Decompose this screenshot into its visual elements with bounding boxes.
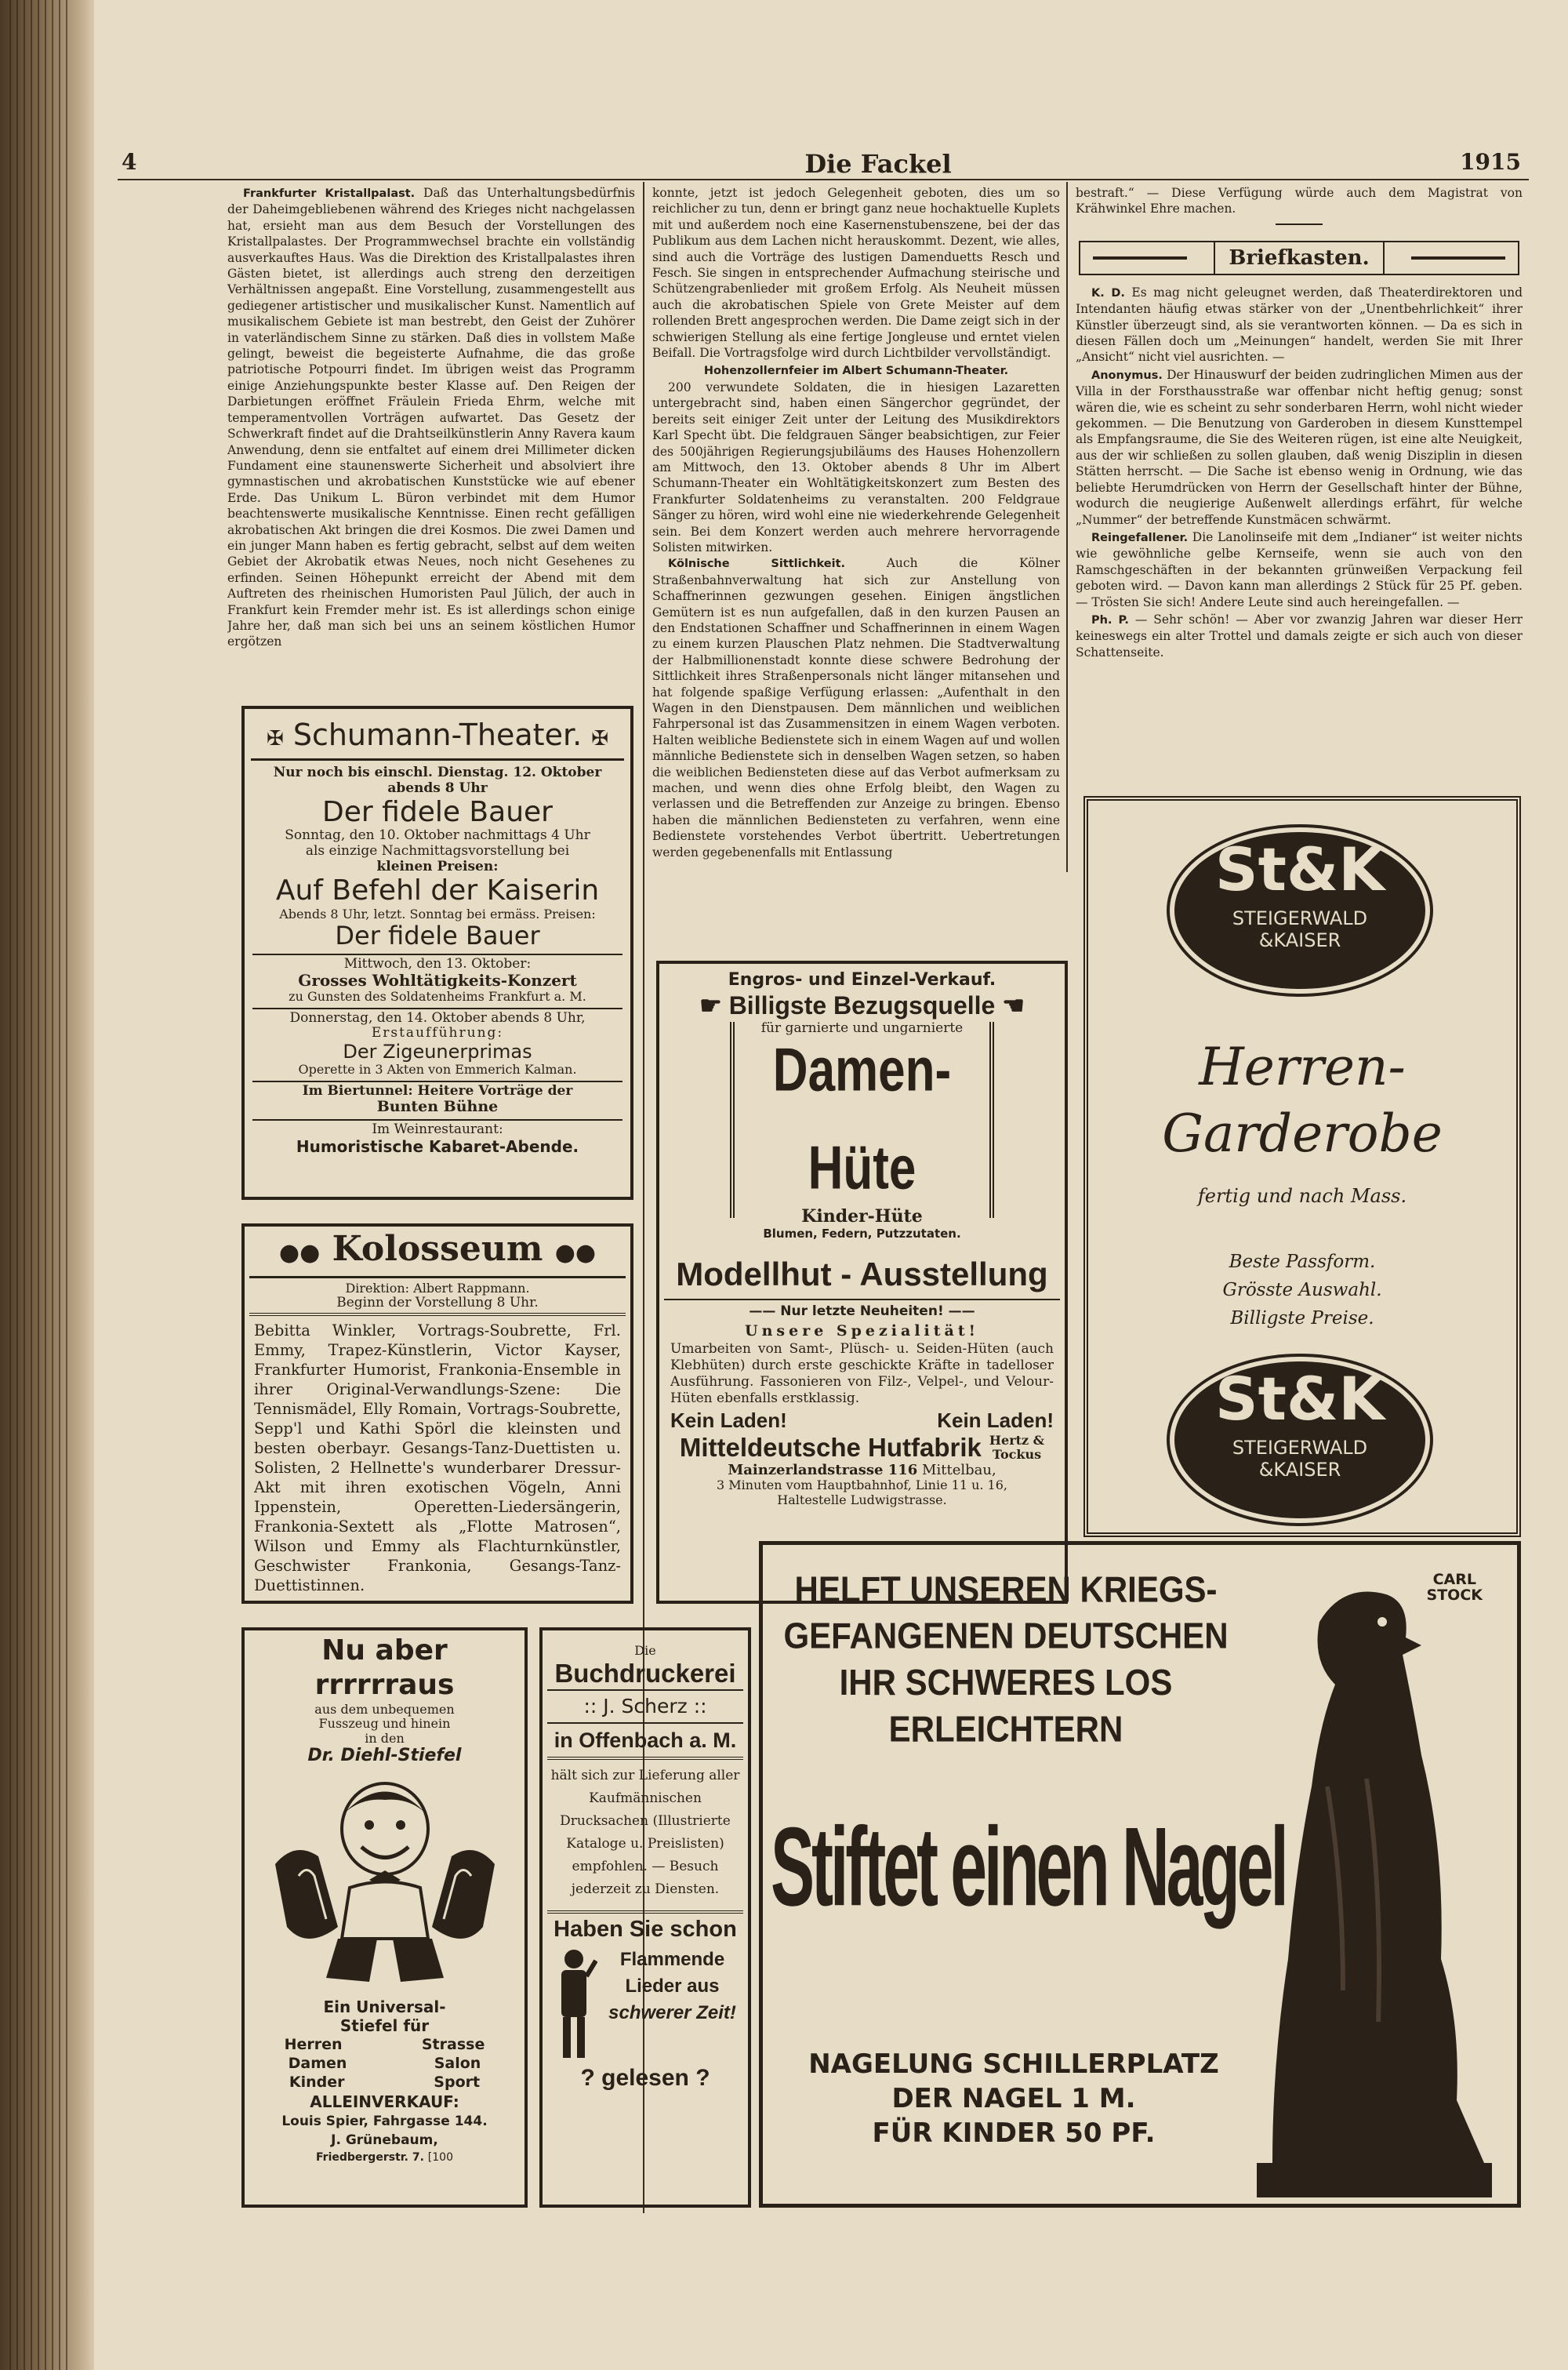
ad-line: Stiefel für [339,2016,430,2036]
artist-signature: CARL [1432,1571,1476,1588]
ornament-left [1093,256,1187,260]
ad-line-big: Modellhut - Ausstellung [664,1250,1060,1300]
ad-line-big: Auf Befehl der Kaiserin [275,874,600,907]
ad-diehl-stiefel [241,1627,528,2208]
ad-steigerwald-kaiser [1083,796,1521,1537]
ad-line-big: Garderobe [1162,1103,1443,1164]
ad-line: Grösste Auswahl. [1222,1280,1382,1300]
ad-line-big: Mitteldeutsche Hutfabrik [679,1432,982,1462]
ad-line: Grosses Wohltätigkeits-Konzert [298,971,577,991]
ad-line: Beginn der Vorstellung 8 Uhr. [249,1296,626,1316]
ad-line: fertig und nach Mass. [1197,1185,1407,1207]
sk-logo: St&K [1214,834,1385,904]
ad-line: als einzige Nachmittagsvorstellung bei [305,843,570,860]
sk-logo-bottom [1174,1361,1425,1518]
ad-word: Herren [284,2036,343,2054]
boy-with-boots-illustration [252,1770,518,1997]
ad-line: [100 [427,2151,453,2165]
letter-heading-1: Anonymus. [1091,369,1163,382]
ad-line: Dr. Diehl-Stiefel [307,1746,462,1766]
newspaper-page [94,0,1568,2370]
ad-body: hält sich zur Lieferung aller Kaufmännischen Drucksachen (Illustrierte Kataloge u. Preislisten) empfohlen. — Besuch jederzeit zu Diensten. [550,1768,740,1897]
ad-word: Kein Laden! [670,1408,787,1432]
ad-title: Schumann-Theater. [292,718,583,752]
briefkasten-title: Briefkasten. [1214,242,1385,274]
ad-line-big: Billigste Bezugsquelle [728,991,996,1020]
letter-text-1: Der Hinauswurf der beiden zudringlichen Mimen aus der Villa in der Forsthausstraße war offenbar nicht heftig genug; sonst wären die, wie es scheint zu sehr sonderbaren Herrn, wohl nicht wieder gekommen. — Die Benutzung von Garderoben in diesem Kunsttempel als Empfangsraume, die Sie des Weiteren rügen, ist eine alte Neuigkeit, aus der wir schließen zu sollen glauben, daß wenig Disziplin in diesen Stätten herrscht. — Die Sache ist ebenso wenig in Ordnung, wie das beliebte Herumdrücken von Herrn der Gesellschaft hinter der Bühne, wodurch die neugierige Außenwelt allerdings erfährt, für welche „Nummer“ der betreffende Kunstmäcen schwärmt. [1076,367,1523,527]
ad-schumann-theater [241,706,633,1200]
ad-line: Nur letzte Neuheiten! [780,1303,944,1319]
ad-line: J. Grünebaum, [331,2132,438,2149]
poster-line: NAGELUNG SCHILLERPLATZ [808,2048,1219,2080]
ad-line: Im Biertunnel: Heitere Vorträge der [302,1082,573,1099]
ad-buchdruckerei-scherz [539,1627,751,2208]
ad-line: in Offenbach a. M. [547,1724,743,1760]
ad-body: Bebitta Winkler, Vortrags-Soubrette, Frl. Emmy, Trapez-Künstlerin, Victor Kayser, Frankfurter Humorist, Frankonia-Ensemble in ihrer Original-Verwandlungs-Szene: Die Tennismädel, Elly Romain, Vortrags-Soubrette, Sepp'l und Kathi Spörl die kleinsten und besten oberbayr. Gesangs-Tanz-Duettisten u. Solisten, 2 Hellnette's wunderbarer Dressur-Akt mit ihren exotischen Vögeln, Anni Ippenstein, Operetten-Liedersängerin, Frankonia-Sextett als „Flotte Matrosen“, Wilson und Emmy als Flachturnkünstler, Geschwister Frankonia, Gesangs-Tanz-Duettistinnen. [254,1321,621,1594]
header-rule [118,179,1529,180]
ad-line: Haltestelle Ludwigstrasse. [777,1492,947,1507]
ad-line: Im Weinrestaurant: [372,1121,503,1138]
ad-mitteldeutsche-hutfabrik: Engros- und Einzel-Verkauf. ☛ Billigste Bezugsquelle ☚ für garnierte und ungarnierte Damen-Hüte Kinder-Hüte Blumen, Federn, Putzzutaten. Modellhut - Ausstellung —— Nur letzte Neuheiten! —— Unsere Spezialität! Umarbeiten von Samt-, Plüsch- u. Seiden-Hüten (auch Klebhüten) durch erste geschickte Kräfte in tadelloser Ausführung. Fassonieren von Filz-, Velpel-, und Velour-Hüten ebenfalls erstklassig. Kein Laden! Kein Laden! Mitteldeutsche Hutfabrik Hertz & Tockus Mainzerlandstrasse 116 Mittelbau, 3 Minuten vom Hauptbahnhof, Linie 11 u. 16, Haltestelle Ludwigstrasse. [656,961,1068,1604]
ad-line: abends 8 Uhr [387,780,488,796]
ad-line: Kinder-Hüte [801,1205,923,1227]
ad-line-big: Nu aber [321,1634,448,1667]
ad-word: Kinder [289,2074,345,2092]
article-body-hohenzollern: 200 verwundete Soldaten, die in hiesigen Lazaretten untergebracht sind, haben einen Sängerchor gegründet, der bereits seit einiger Zeit unter der Leitung des Musikdirektors Karl Specht übt. Die feldgrauen Sänger beabsichtigen, zur Feier des 500jährigen Regierungsjubiläums des Hauses Hohenzollern am Mittwoch, den 13. Oktober abends 8 Uhr im Albert Schumann-Theater ein Wohltätigkeitskonzert zum Besten des Frankfurter Soldatenheims zu veranstalten. 200 Feldgraue Sänger zu hören, wird wohl eine nie wiederkehrende Gelegenheit sein. Bei dem Konzert werden auch mehrere hervorragende Solisten mitwirken. [652,380,1060,554]
ad-word: Strasse [421,2036,485,2054]
ad-line: Mainzerlandstrasse 116 [728,1461,918,1478]
ad-line: Ein Universal- [323,1997,446,2017]
ad-line-big: rrrrrraus [314,1669,455,1701]
ad-line: 3 Minuten vom Hauptbahnhof, Linie 11 u. 16, [717,1478,1007,1493]
sk-logo-line: &KAISER [1258,929,1341,951]
ad-line: zu Gunsten des Soldatenheims Frankfurt a. M. [289,989,586,1005]
ad-line-big: Der fidele Bauer [322,796,553,829]
letter-text-0: Es mag nicht geleugnet werden, daß Theaterdirektoren und Intendanten häufig etwas stärker von der „Unentbehrlichkeit“ ihrer Künstler überzeugt sind, als sie verantworten können. — Da es sich in diesen Fällen doch um „Meinungen“ handelt, werden Sie mit Ihrer „Ansicht“ nicht viel ausrichten. — [1076,285,1523,365]
ad-stiftet-einen-nagel [759,1541,1521,2208]
sk-logo-line: STEIGERWALD [1232,1437,1368,1459]
poster-line: HELFT UNSEREN KRIEGS- [794,1568,1218,1610]
ad-line: für garnierte und ungarnierte [760,1020,964,1036]
hand-pointer-icon: ☛ [699,991,722,1020]
article-heading: Frankfurter Kristallpalast. [243,187,416,200]
ad-line: kleinen Preisen: [376,858,499,874]
letter-heading-0: K. D. [1091,286,1125,300]
letter-text-2: Die Lanolinseife mit dem „Indianer“ ist weiter nichts wie gewöhnliche gelbe Kernseife, wenn sie auch von den Ramschgeschäften in der bekannten grünweißen Verpackung feil geboten wird. — Davon kann man allerdings 2 Stück für 25 Pf. geben. — Trösten Sie sich! Andere Leute sind auch hereingefallen. — [1076,529,1523,609]
ad-line: Humoristische Kabaret-Abende. [296,1136,579,1156]
ad-line-big: Der fidele Bauer [335,920,540,951]
ad-line-big: Buchdruckerei [547,1658,743,1691]
ad-line: Louis Spier, Fahrgasse 144. [281,2114,488,2130]
ad-line: Der Zigeunerprimas [343,1040,532,1063]
ad-line-big: Damen-Hüte [730,1022,994,1218]
ad-line: Donnerstag, den 14. Oktober abends 8 Uhr, [289,1009,586,1026]
ornament-icon: ●● [278,1239,321,1267]
ad-line: schwerer Zeit! [608,2002,736,2023]
ad-line: Mittelbau, [922,1461,996,1478]
ad-line: Die [634,1643,656,1658]
artist-signature: STOCK [1426,1587,1483,1604]
ad-line: Tockus [992,1446,1042,1462]
ornament-icon: ✠ [266,727,284,751]
article-body: Daß das Unterhaltungsbedürfnis der Daheimgebliebenen während des Krieges nicht nachgelassen hat, ersieht man aus dem Besuch der Vorstellungen des Kristallpalastes. Der Programmwechsel brachte ein vollständig ausverkauftes Haus. Was die Direktion des Kristallpalastes ihren Gästen bietet, ist allerdings auch streng den derzeitigen Verhältnissen angepaßt. Eine Vorstellung, zusammengestellt aus gediegener artistischer und musikalischer Kunst. Namentlich auf musikalischem Gebiete ist man bestrebt, den Geist der Zuhörer in vaterländischem Sinne zu stärken. Daß dies in vollstem Maße gelingt, beweist die begeisterte Aufnahme, die das große patriotische Potpourri findet. Im übrigen weist das Programm einige Anziehungspunkte bester Klasse auf. Den Reigen der Darbietungen eröffnet Fräulein Frieda Ehrm, welche mit temperamentvollen Vorträgen aufwartet. Das Gesetz der Schwerkraft findet auf die Drahtseilkünstlerin Anny Ravera kaum Anwendung, denn sie entfaltet auf einem drei Millimeter dicken Fundament eine staunenswerte Sicherheit und absolviert ihre gymnastischen und akrobatischen Kunststücke wie auf ebener Erde. Das Unikum L. Büron verbindet mit dem Humor beachtenswerte musikalische Kenntnisse. Einen recht gefälligen akrobatischen Akt bringen die drei Kosmos. Die zwei Damen und ein junger Mann haben es fertig gebracht, selbst auf dem weiten Gebiet der Akrobatik etwas Neues, noch nicht Gesehenes zu erfinden. Seinen Höhepunkt erreicht der Abend mit dem Auftreten des rheinischen Humoristen Paul Jülich, der auch in Frankfurt kein Fremder mehr ist. Es ist allerdings schon einige Jahre her, daß man sich bei uns an seinem köstlichen Humor ergötzen [227,186,635,649]
binding-page-edges [9,0,72,2370]
page-number: 4 [122,149,137,175]
ad-title: Kolosseum [332,1229,543,1269]
ad-line: Flammende [619,1949,725,1970]
ad-line-big: ? gelesen ? [580,2065,710,2091]
sk-logo-line: STEIGERWALD [1232,907,1368,929]
man-figure-illustration [550,1945,597,2063]
ad-line: Sonntag, den 10. Oktober nachmittags 4 Uhr [285,827,590,844]
ad-line: Abends 8 Uhr, letzt. Sonntag bei ermäss. Preisen: [279,906,596,921]
article-continuation: konnte, jetzt ist jedoch Gelegenheit geboten, dies um so reichlicher zu tun, denn er bringt ganz neue hochaktuelle Kuplets mit und außerdem noch eine Kasernenstubenszene, bei der das Publikum aus dem Lachen nicht herauskommt. Dezent, wie alles, sind auch die Vorträge des lustigen Damenduetts Resch und Fesch. Sie singen in entsprechender Aufmachung steirische und Schützengrabenlieder mit großem Erfolg. Als Neuheit müssen auch die akrobatischen Spiele von Grete Meister auf dem rollenden Brett angesprochen werden. Die Dame zeigt sich in der schwierigen Stellung als eine fertige Jongleuse und erntet vielen Beifall. Die Vortragsfolge wird durch Lichtbilder vervollständigt. [652,186,1060,361]
ad-body: Umarbeiten von Samt-, Plüsch- u. Seiden-Hüten (auch Klebhüten) durch erste geschickte Kräfte in tadelloser Ausführung. Fassonieren von Filz-, Velpel-, und Velour-Hüten ebenfalls erstklassig. [670,1340,1054,1406]
poster-line: DER NAGEL 1 M. [891,2083,1136,2114]
letter-text-3: — Sehr schön! — Aber vor zwanzig Jahren war dieser Herr keineswegs ein alter Trottel und damals zeigte er sich auch von dieser Schattenseite. [1076,612,1523,660]
ad-line: Nur noch bis einschl. Dienstag. 12. Oktober [273,765,602,780]
ad-line: :: J. Scherz :: [547,1691,743,1724]
article-heading-sittlichkeit: Kölnische Sittlichkeit. [668,558,846,571]
poster-line: ERLEICHTERN [888,1708,1123,1750]
sk-logo-top [1174,832,1425,989]
page-year: 1915 [1460,149,1521,175]
poster-headline: Stiftet einen Nagel [771,1804,1286,1929]
article-end: bestraft.“ — Diese Verfügung würde auch dem Magistrat von Krähwinkel Ehre machen. [1076,186,1523,216]
ad-word: Sport [434,2074,481,2092]
ad-line: Unsere Spezialität! [745,1321,979,1339]
ad-line: Bunten Bühne [376,1098,499,1116]
column-3-briefkasten [1076,185,1523,789]
short-rule [1276,224,1323,225]
ornament-right [1411,256,1505,260]
ad-line: Fusszeug und hinein [318,1716,451,1732]
sk-logo: St&K [1214,1364,1385,1434]
poster-line: IHR SCHWERES LOS [839,1662,1173,1703]
ad-word: Damen [288,2055,347,2073]
ad-line: Mittwoch, den 13. Oktober: [343,955,532,972]
ad-line: Operette in 3 Akten von Emmerich Kalman. [298,1062,577,1078]
letter-heading-3: Ph. P. [1091,613,1129,627]
ornament-icon: ✠ [591,727,609,751]
hand-pointer-icon: ☚ [1002,991,1025,1020]
sk-logo-line: &KAISER [1258,1459,1341,1481]
ad-line: ALLEINVERKAUF: [310,2092,459,2112]
ad-line: Engros- und Einzel-Verkauf. [728,970,996,990]
ad-line: Erstaufführung: [371,1025,504,1041]
ornament-icon: ●● [554,1239,597,1267]
ad-line-big: Herren- [1199,1037,1406,1097]
ad-line: Direktion: Albert Rappmann. [345,1281,530,1296]
article-body-sittlichkeit: Auch die Kölner Straßenbahnverwaltung hat sich zur Anstellung von Schaffnerinnen gezwungen gesehen. Einigen ängstlichen Gemütern ist es nun aufgefallen, daß in den kurzen Pausen an den Endstationen Schaffner und Schaffnerinnen in einem Wagen zu einem kurzen Plauschen Platz nehmen. Die Stadtverwaltung der Halbmillionenstadt konnte diese schwere Bedrohung der Sittlichkeit ihres Straßenpersonals nicht länger mitansehen und hat folgende spaßige Verfügung erlassen: „Aufenthalt in den Wagen in den Dienstpausen. Dem männlichen und weiblichen Fahrpersonal ist das Zusammensitzen in einem Wagen verboten. Halten weibliche Bedienstete sich in einem Wagen auf und wollen männliche Bedienstete sich in denselben Wagen setzen, so haben die weiblichen Bediensteten diese auf das Verbot aufmerksam zu machen, und wenn dies ohne Erfolg bleibt, den Wagen zu verlassen und die Betreffenden zur Anzeige zu bringen. Ebenso haben die männlichen Bediensteten zu verfahren, wenn eine Bedienstete vorstehendes Verbot übertritt. Uebertretungen werden gegebenenfalls mit Entlassung [652,556,1060,860]
ad-line: aus dem unbequemen [314,1702,455,1717]
masthead-title: Die Fackel [804,149,952,179]
ad-line: Friedbergerstr. 7. [316,2151,424,2165]
ad-line: Billigste Preise. [1230,1308,1374,1329]
ad-line: Beste Passform. [1229,1252,1376,1272]
ad-line: Blumen, Federn, Putzzutaten. [763,1226,961,1241]
ad-line: Lieder aus [625,1976,720,1997]
poster-line: FÜR KINDER 50 PF. [872,2117,1156,2149]
column-rule-2 [1066,182,1068,872]
ad-line: Hertz & [989,1432,1045,1448]
article-kristallpalast [227,185,635,699]
article-heading-hohenzollern: Hohenzollernfeier im Albert Schumann-Theater. [703,365,1009,378]
briefkasten-box [1079,241,1519,275]
ad-line-big: Haben Sie schon [554,1917,737,1942]
book-binding [0,0,94,2370]
ad-kolosseum [241,1223,633,1604]
ad-word: Kein Laden! [937,1408,1054,1432]
ad-word: Salon [434,2055,481,2073]
poster-line: GEFANGENEN DEUTSCHEN [783,1615,1229,1656]
letter-heading-2: Reingefallener. [1091,531,1189,544]
column-2-articles [652,185,1060,946]
ad-line: in den [365,1730,405,1746]
